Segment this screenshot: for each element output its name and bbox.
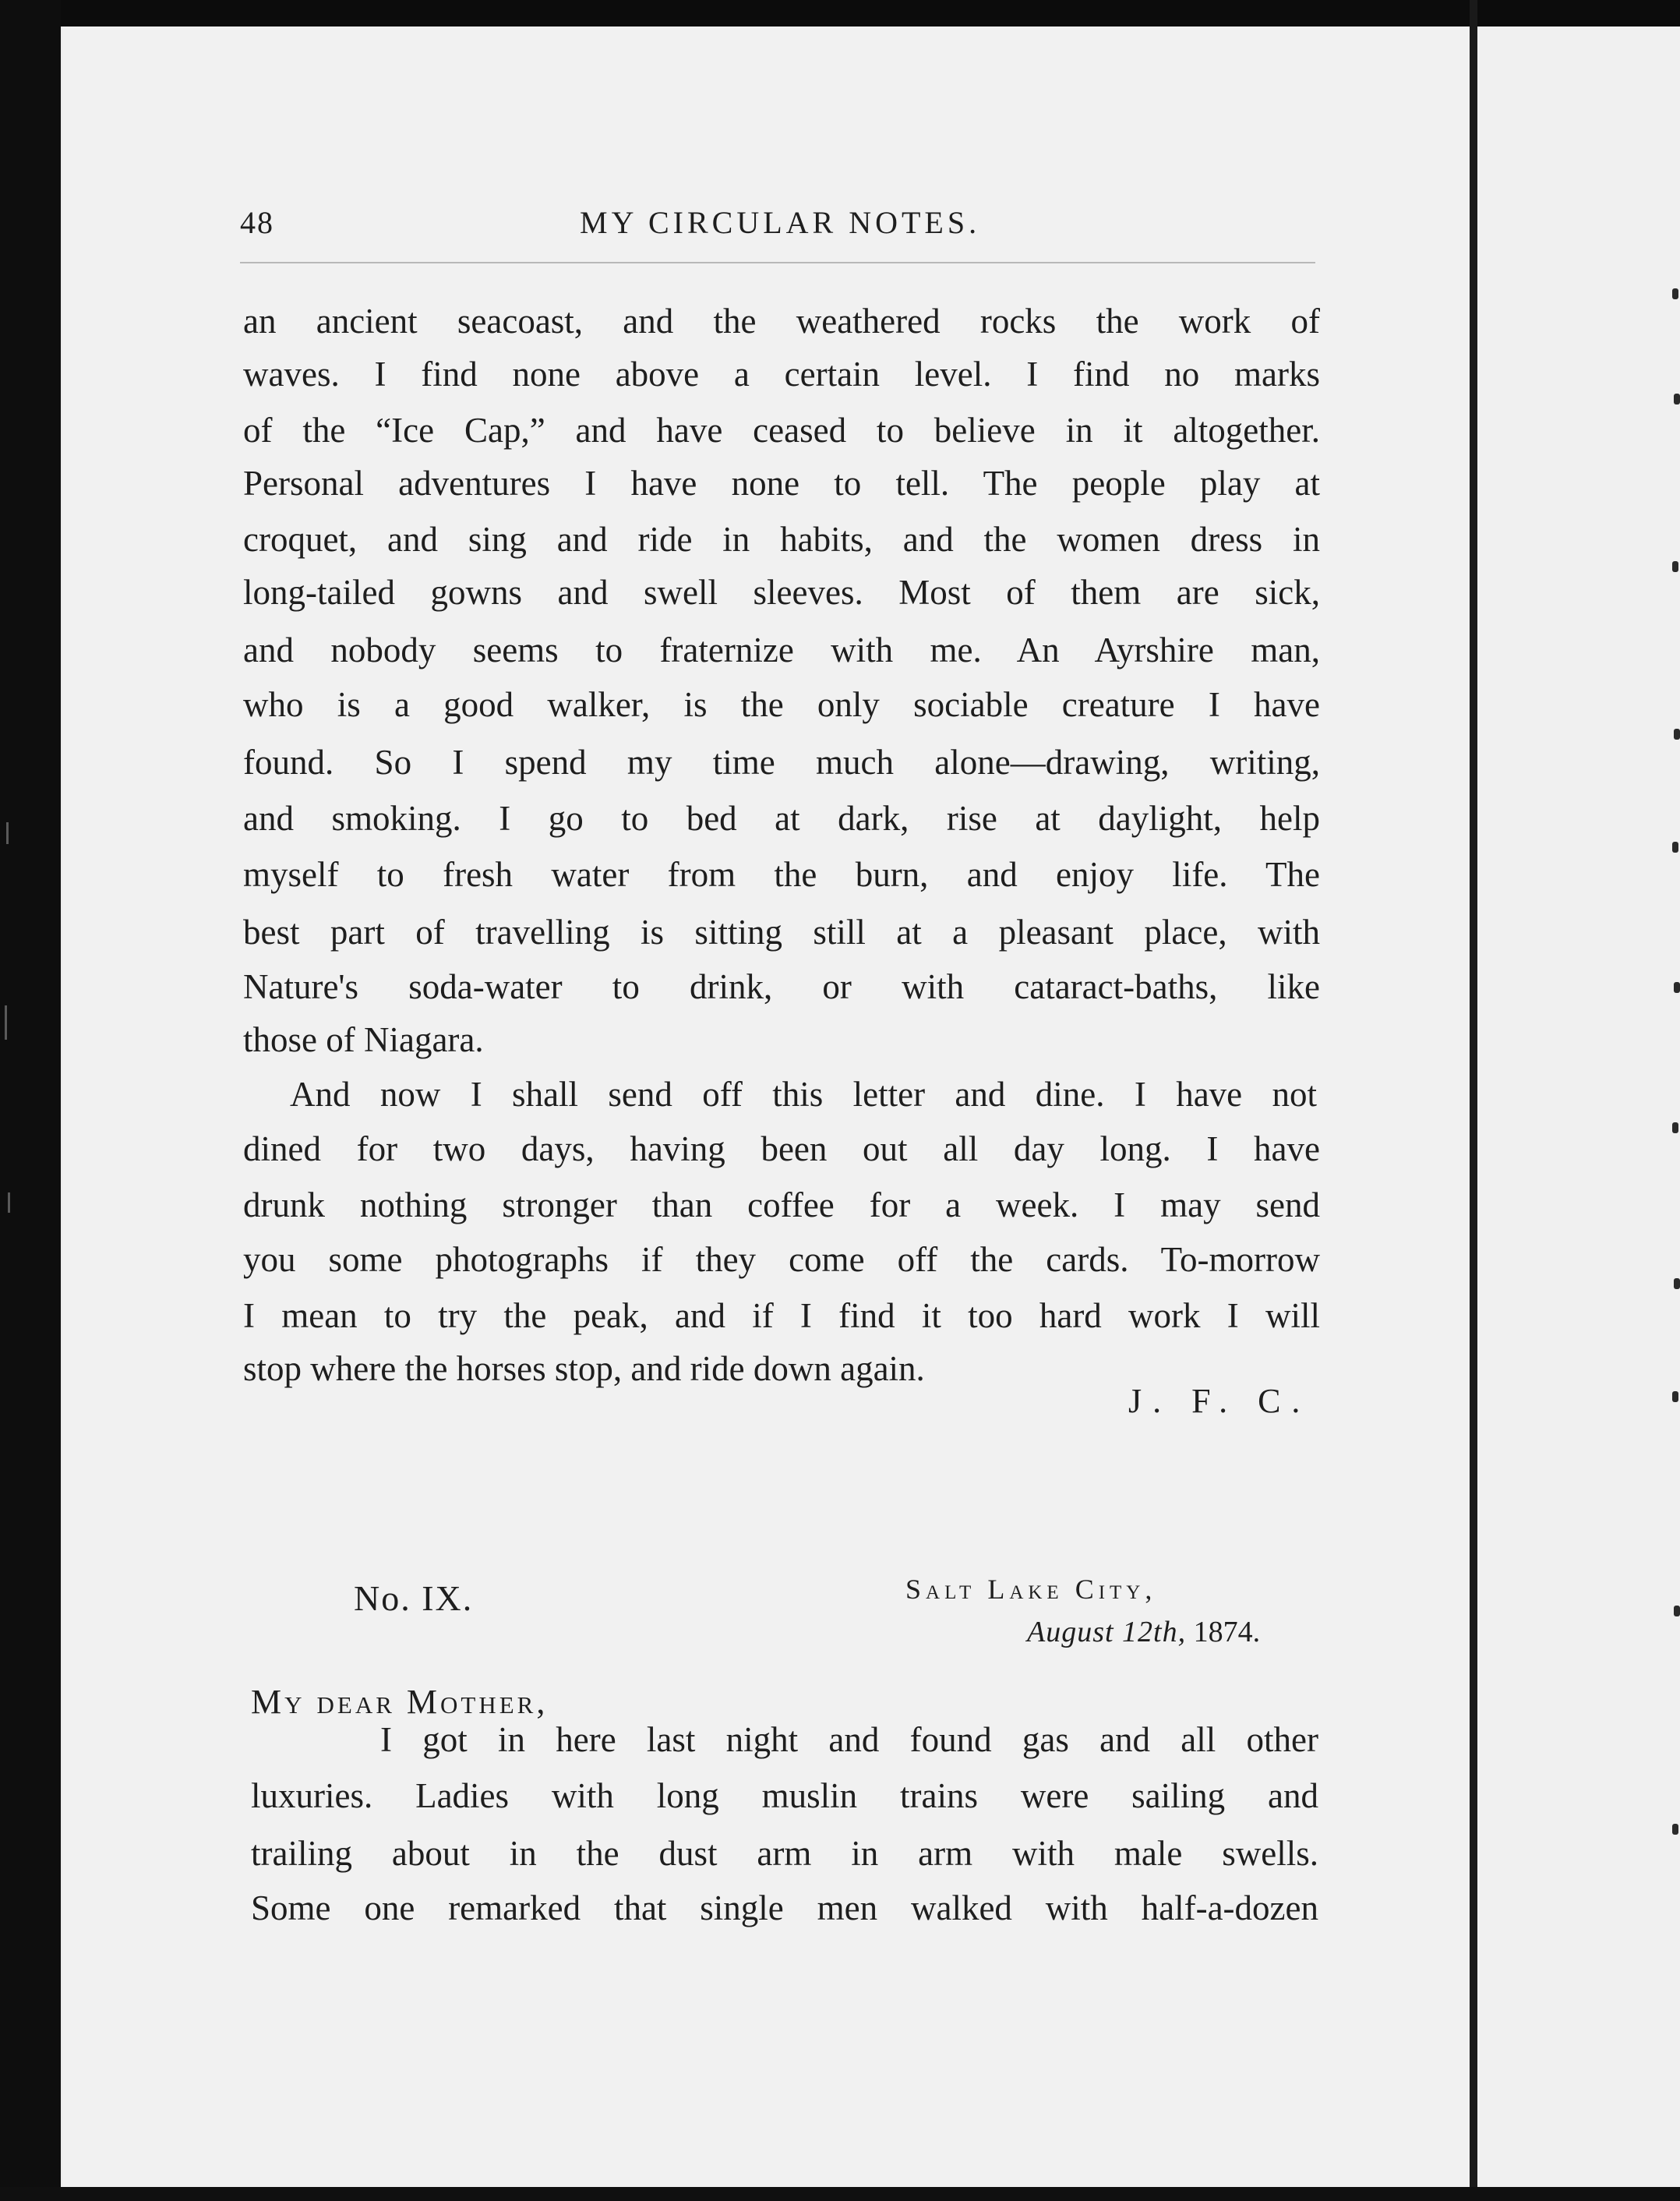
letter-number: No. IX. [354,1578,474,1618]
bleed-mark [1672,561,1678,572]
text-line: Personal adventures I have none to tell. The people play at [243,464,1320,503]
left-edge-tick [6,822,9,844]
running-head [240,204,1315,254]
bleed-mark [1674,394,1680,405]
text-line: Nature's soda-water to drink, or with cataract-baths, like [243,967,1320,1006]
text-line: dined for two days, having been out all day long. I have [243,1129,1320,1168]
text-line: and nobody seems to fraternize with me. An Ayrshire man, [243,631,1320,669]
bleed-mark [1672,842,1678,853]
left-edge-tick [5,1005,7,1040]
text-line: and smoking. I go to bed at dark, rise at daylight, help [243,799,1320,838]
bleed-mark [1672,1122,1678,1133]
salutation: My dear Mother, [251,1683,549,1721]
text-line: an ancient seacoast, and the weathered rocks the work of [243,302,1320,341]
scan-top-edge [0,0,1680,26]
header-rule [240,262,1315,263]
page-number: 48 [240,205,274,240]
text-line: those of Niagara. [243,1020,484,1059]
text-line: drunk nothing stronger than coffee for a week. I may send [243,1185,1320,1224]
letter-date [1027,1615,1260,1649]
text-line: croquet, and sing and ride in habits, and the women dress in [243,520,1320,559]
running-title: MY CIRCULAR NOTES. [580,205,981,240]
text-line: who is a good walker, is the only sociable creature I have [243,685,1320,724]
signature: J. F. C. [1128,1382,1311,1420]
letter-date-year: 1874. [1193,1616,1261,1648]
text-line: found. So I spend my time much alone—drawing, writing, [243,743,1320,782]
bleed-mark [1674,982,1680,993]
bleed-mark [1674,729,1680,740]
text-line: best part of travelling is sitting still at a pleasant place, with [243,913,1320,952]
text-line: Some one remarked that single men walked with half-a-dozen [251,1888,1318,1927]
letter-place: Salt Lake City, [905,1574,1157,1605]
text-line: And now I shall send off this letter and dine. I have not [290,1075,1317,1114]
text-line: I got in here last night and found gas and all other [380,1720,1318,1759]
text-line: waves. I find none above a certain level. I find no marks [243,355,1320,394]
scan-bottom-edge [0,2187,1680,2201]
text-line: myself to fresh water from the burn, and enjoy life. The [243,855,1320,894]
page-gutter [1470,0,1477,2201]
facing-page-edge [1477,26,1680,2187]
left-edge-tick [8,1192,10,1213]
bleed-mark [1672,288,1678,299]
text-line: you some photographs if they come off the cards. To-morrow [243,1240,1320,1279]
text-line: stop where the horses stop, and ride down again. [243,1349,925,1388]
text-line: long-tailed gowns and swell sleeves. Most of them are sick, [243,573,1320,612]
bleed-mark [1672,1391,1678,1402]
text-line: luxuries. Ladies with long muslin trains were sailing and [251,1776,1318,1815]
text-line: trailing about in the dust arm in arm with male swells. [251,1834,1318,1873]
bleed-mark [1672,1824,1678,1835]
text-line: of the “Ice Cap,” and have ceased to believe in it altogether. [243,411,1320,450]
scan-left-edge [0,0,61,2201]
letter-date-month-day: August 12th, [1027,1616,1187,1648]
text-line: I mean to try the peak, and if I find it too hard work I will [243,1296,1320,1335]
bleed-mark [1674,1606,1680,1616]
bleed-mark [1674,1278,1680,1289]
